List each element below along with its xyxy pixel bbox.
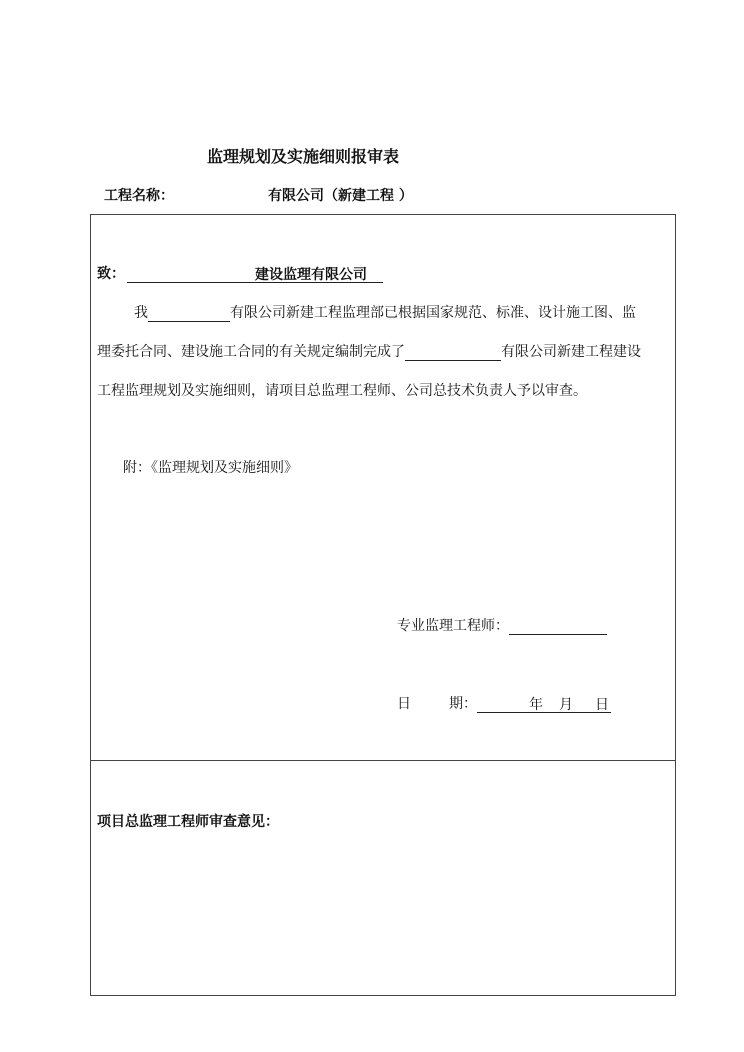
body-line-1	[134, 304, 636, 322]
body-line-2	[97, 343, 641, 361]
date-day: 日	[595, 697, 609, 713]
body-text: 有限公司新建工程监理部已根据国家规范、标准、设计施工图、监	[230, 305, 636, 321]
body-text: 有限公司新建工程建设	[501, 344, 641, 360]
to-label: 致：	[97, 266, 125, 282]
attachment-text: 附：《监理规划及实施细则》	[123, 460, 298, 476]
date-label-1: 日	[397, 696, 411, 712]
date-label-2: 期：	[449, 696, 477, 712]
engineer-label: 专业监理工程师：	[397, 618, 509, 634]
to-value: 建设监理有限公司	[255, 267, 367, 283]
section-divider	[90, 760, 676, 761]
date-row	[397, 695, 611, 713]
body-text: 我	[134, 305, 148, 321]
engineer-signature-field[interactable]	[509, 618, 607, 635]
company-blank-1[interactable]	[148, 305, 230, 322]
project-name-label: 工程名称：	[104, 188, 174, 204]
company-blank-2[interactable]	[405, 344, 501, 361]
to-field[interactable]	[127, 265, 383, 283]
date-month: 月	[559, 697, 573, 713]
body-text: 理委托合同、建设施工合同的有关规定编制完成了	[97, 344, 405, 360]
date-year: 年	[529, 697, 543, 713]
review-opinion-label: 项目总监理工程师审查意见：	[97, 814, 279, 830]
date-field[interactable]	[477, 696, 611, 713]
project-name-value: 有限公司（新建工程 ）	[268, 188, 413, 204]
engineer-signature-row	[397, 617, 607, 635]
page-title: 监理规划及实施细则报审表	[207, 147, 400, 166]
body-line-3: 工程监理规划及实施细则，请项目总监理工程师、公司总技术负责人予以审查。	[97, 383, 587, 399]
form-table	[90, 214, 676, 996]
